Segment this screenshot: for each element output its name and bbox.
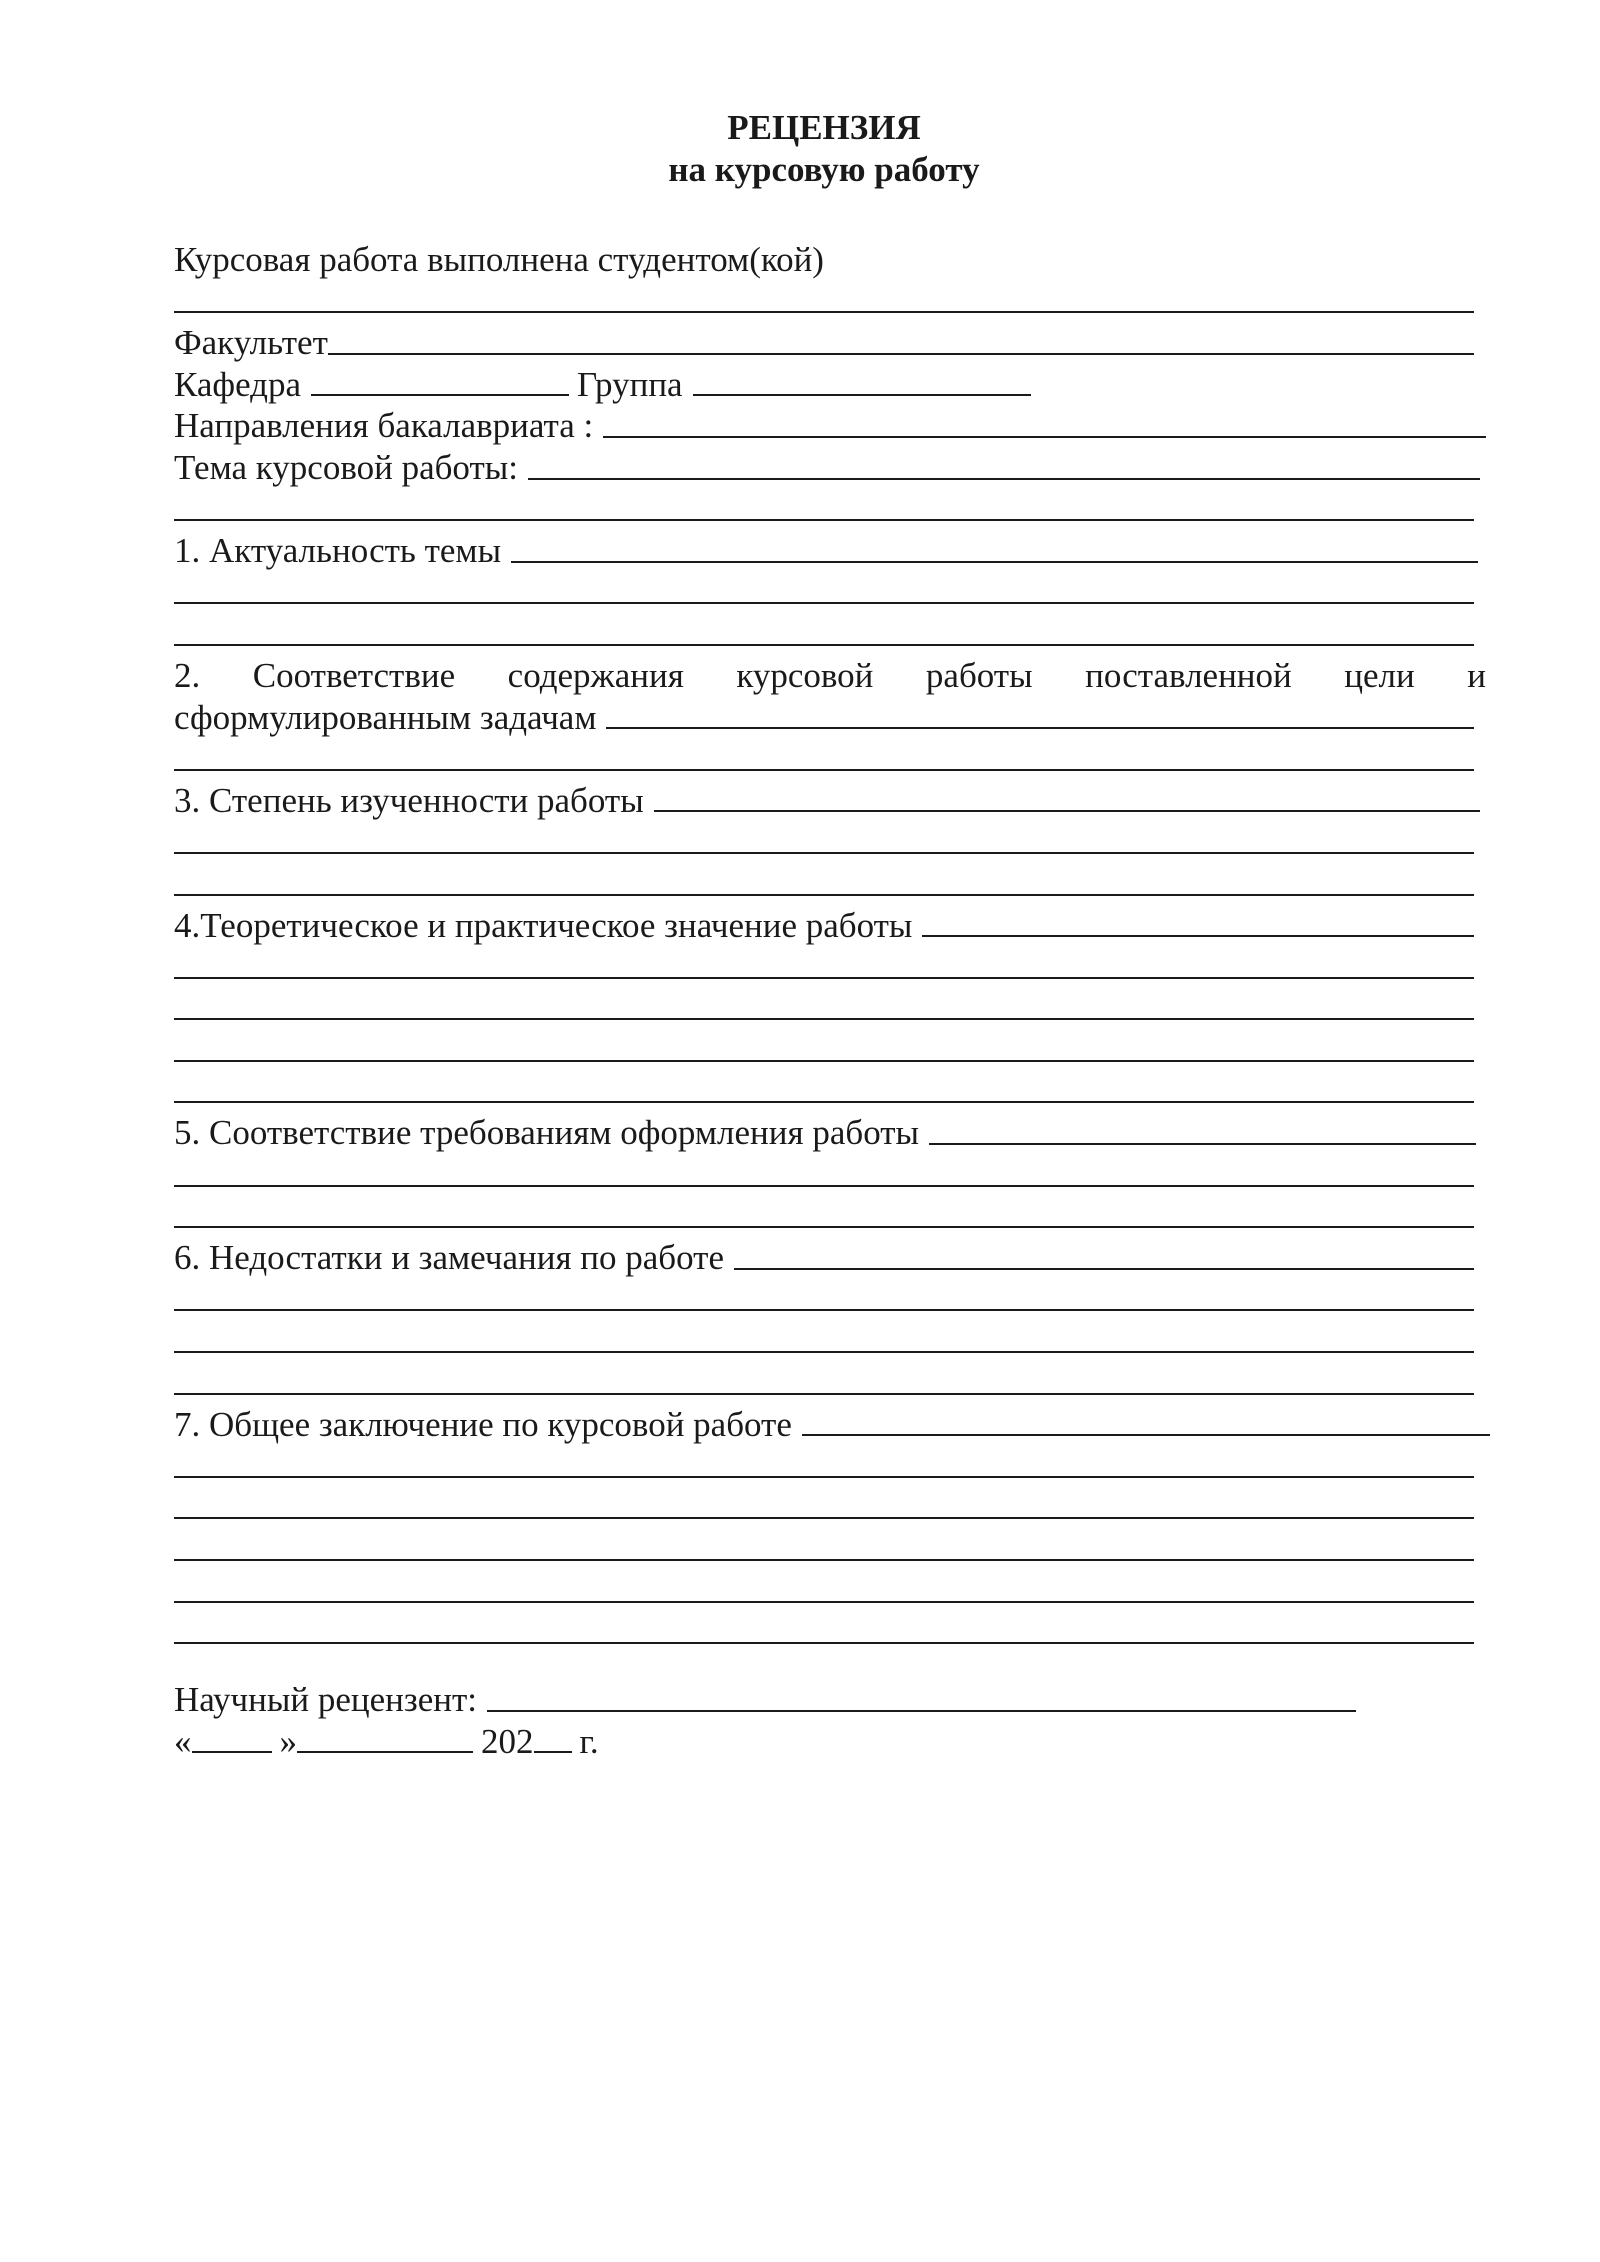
bachelor-direction-row [174, 405, 1486, 447]
faculty-label: Факультет [174, 323, 328, 363]
section-4-blank-2 [174, 988, 1474, 1030]
section-2-row [174, 697, 1474, 739]
date-open-quote: « [174, 1721, 192, 1761]
section-4-blank-3 [174, 1029, 1474, 1071]
section-6-line[interactable] [734, 1268, 1474, 1270]
section-5-line[interactable] [929, 1143, 1476, 1145]
section-2-label-line-2: сформулированным задачам [174, 697, 597, 737]
answer-line[interactable] [174, 1018, 1474, 1020]
section-1-label: 1. Актуальность темы [174, 531, 502, 571]
answer-line[interactable] [174, 1309, 1474, 1311]
section-4-label: 4.Теоретическое и практическое значение работы [174, 905, 913, 945]
section-7-label: 7. Общее заключение по курсовой работе [174, 1404, 792, 1444]
answer-line[interactable] [174, 1185, 1474, 1187]
answer-line[interactable] [174, 1517, 1474, 1519]
section-4-line[interactable] [922, 935, 1474, 937]
group-label: Группа [577, 364, 683, 404]
section-5-blank-2 [174, 1196, 1474, 1238]
year-suffix: г. [579, 1721, 599, 1761]
group-line[interactable] [693, 394, 1031, 396]
section-2-line[interactable] [606, 727, 1474, 729]
answer-line[interactable] [174, 769, 1474, 771]
student-name-row [174, 281, 1474, 323]
review-form [174, 107, 1486, 1762]
answer-line[interactable] [174, 1351, 1474, 1353]
section-5-row [174, 1112, 1476, 1154]
section-7-blank-4 [174, 1570, 1474, 1612]
department-line[interactable] [311, 394, 569, 396]
topic-label: Тема курсовой работы: [174, 447, 519, 487]
month-line[interactable] [297, 1751, 473, 1753]
bachelor-direction-label: Направления бакалавриата : [174, 406, 594, 446]
section-7-line[interactable] [802, 1434, 1490, 1436]
section-1-blank-1 [174, 572, 1474, 614]
date-row [174, 1721, 1474, 1763]
year-prefix: 202 [481, 1721, 534, 1761]
section-6-blank-2 [174, 1320, 1474, 1362]
department-group-row [174, 364, 1474, 406]
date-close-quote: » [279, 1721, 297, 1761]
answer-line[interactable] [174, 1060, 1474, 1062]
section-2-label-line-1: 2. Соответствие содержания курсовой работы поставленной цели и [174, 655, 1486, 695]
document-title: РЕЦЕНЗИЯ [727, 108, 921, 147]
section-2-blank-1 [174, 738, 1474, 780]
section-7-row [174, 1404, 1490, 1446]
performed-by-row [174, 239, 1474, 281]
topic-line-2-row [174, 489, 1474, 531]
section-3-blank-1 [174, 821, 1474, 863]
performed-by-label: Курсовая работа выполнена студентом(кой) [174, 240, 824, 279]
section-3-blank-2 [174, 863, 1474, 905]
section-7-blank-2 [174, 1487, 1474, 1529]
reviewer-label: Научный рецензент: [174, 1680, 478, 1720]
year-line[interactable] [534, 1751, 572, 1753]
answer-line[interactable] [174, 1601, 1474, 1603]
section-5-blank-1 [174, 1154, 1474, 1196]
section-6-label: 6. Недостатки и замечания по работе [174, 1238, 724, 1278]
section-4-row [174, 905, 1474, 947]
bachelor-direction-line[interactable] [603, 436, 1486, 438]
section-7-blank-1 [174, 1445, 1474, 1487]
section-1-row [174, 530, 1478, 572]
answer-line[interactable] [174, 1476, 1474, 1478]
answer-line[interactable] [174, 894, 1474, 896]
answer-line[interactable] [174, 1559, 1474, 1561]
department-label: Кафедра [174, 364, 302, 404]
answer-line[interactable] [174, 852, 1474, 854]
section-4-blank-1 [174, 946, 1474, 988]
section-6-row [174, 1237, 1474, 1279]
answer-line[interactable] [174, 1101, 1474, 1103]
day-line[interactable] [192, 1751, 272, 1753]
answer-line[interactable] [174, 602, 1474, 604]
document-subtitle: на курсовую работу [668, 150, 980, 189]
answer-line[interactable] [174, 1642, 1474, 1644]
answer-line[interactable] [174, 1393, 1474, 1395]
section-7-blank-3 [174, 1528, 1474, 1570]
section-4-blank-4 [174, 1071, 1474, 1113]
section-3-label: 3. Степень изученности работы [174, 780, 644, 820]
section-6-blank-3 [174, 1362, 1474, 1404]
topic-row [174, 447, 1480, 489]
section-3-line[interactable] [654, 810, 1480, 812]
reviewer-row [174, 1679, 1356, 1721]
section-7-blank-5 [174, 1612, 1474, 1654]
section-5-label: 5. Соответствие требованиям оформления работы [174, 1113, 920, 1153]
answer-line[interactable] [174, 977, 1474, 979]
faculty-line[interactable] [328, 353, 1474, 355]
section-1-blank-2 [174, 613, 1474, 655]
section-6-blank-1 [174, 1279, 1474, 1321]
answer-line[interactable] [174, 644, 1474, 646]
faculty-row [174, 322, 1474, 364]
topic-line-2[interactable] [174, 519, 1474, 521]
student-name-line[interactable] [174, 311, 1474, 313]
section-1-line[interactable] [511, 561, 1478, 563]
topic-line[interactable] [528, 478, 1480, 480]
section-3-row [174, 780, 1480, 822]
reviewer-line[interactable] [487, 1710, 1356, 1712]
answer-line[interactable] [174, 1226, 1474, 1228]
